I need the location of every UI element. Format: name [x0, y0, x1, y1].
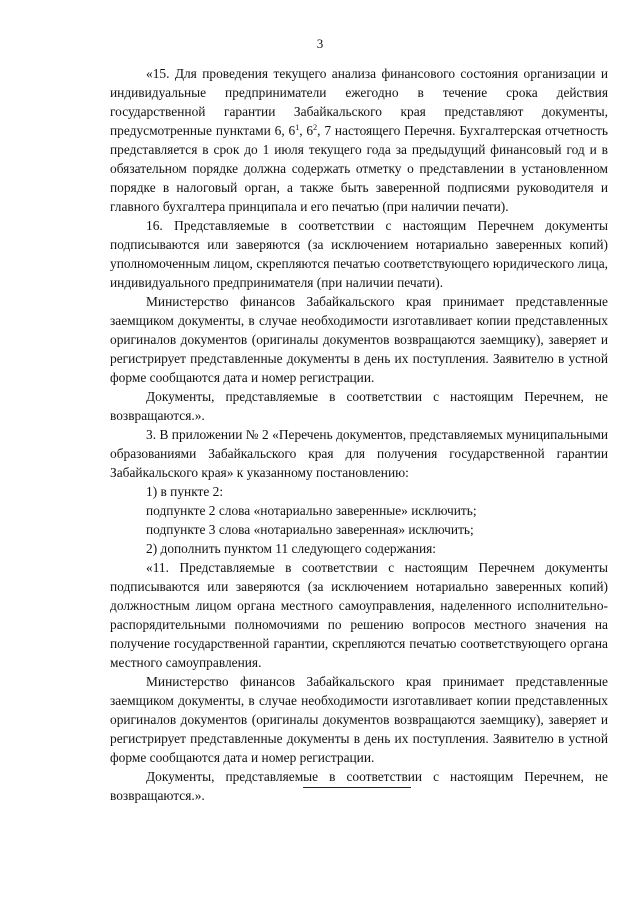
- document-body: [110, 64, 608, 805]
- superscript-1: 1: [295, 123, 300, 132]
- paragraph-11: «11. Представляемые в соответствии с настоящим Перечнем документы подписываются или заверяются (за исключением нотариально заверенных копий) должностным лицом органа местного самоуправления, наделенного исполнительно-распорядительными полномочиями по решению вопросов местного значения на получение государственной гарантии, скрепляются печатью соответствующего органа местного самоуправления.: [110, 560, 608, 670]
- paragraph-ministry-2: Министерство финансов Забайкальского края принимает представленные заемщиком документы, в случае необходимости изготавливает копии представленных оригиналов документов (оригиналы документов возвращаются заемщику), заверяет и регистрирует представленные документы в день их поступления. Заявителю в устной форме сообщаются дата и номер регистрации.: [110, 674, 608, 765]
- paragraph-15-text-c: , 7 настоящего Перечня. Бухгалтерская отчетность представляется в срок до 1 июля текущего года за предыдущий финансовый год и в обязательном порядке должна содержать отметку о представлении в установленном порядке в налоговый орган, а также быть заверенной подписями руководителя и главного бухгалтера принципала и его печатью (при наличии печати).: [110, 123, 608, 214]
- paragraph-not-returned-1: Документы, представляемые в соответствии с настоящим Перечнем, не возвращаются.».: [110, 389, 608, 423]
- paragraph-not-returned-2: Документы, представляемые в соответствии с настоящим Перечнем, не возвращаются.».: [110, 769, 608, 803]
- item-1-sub-a: подпункте 2 слова «нотариально заверенные» исключить;: [146, 503, 477, 518]
- paragraph-16: 16. Представляемые в соответствии с настоящим Перечнем документы подписываются или заверяются (за исключением нотариально заверенных копий) уполномоченным лицом, скрепляются печатью соответствующего юридического лица, индивидуального предпринимателя (при наличии печати).: [110, 218, 608, 290]
- paragraph-ministry-1: Министерство финансов Забайкальского края принимает представленные заемщиком документы, в случае необходимости изготавливает копии представленных оригиналов документов (оригиналы документов возвращаются заемщику), заверяет и регистрирует представленные документы в день их поступления. Заявителю в устной форме сообщаются дата и номер регистрации.: [110, 294, 608, 385]
- paragraph-15-text-a: «15. Для проведения текущего анализа финансового состояния организации и индивидуальные предприниматели ежегодно в течение срока действия государственной гарантии Забайкальского края представляют документы, предусмотренные пунктами 6, 6: [110, 66, 608, 138]
- end-divider: [303, 787, 411, 788]
- paragraph-3: 3. В приложении № 2 «Перечень документов, представляемых муниципальными образованиями Забайкальского края для получения государственной гарантии Забайкальского края» к указанному постановлению:: [110, 427, 608, 480]
- page-number: 3: [316, 36, 324, 51]
- paragraph-15-text-b: , 6: [299, 123, 314, 138]
- paragraph-15: [110, 64, 608, 216]
- item-2: 2) дополнить пунктом 11 следующего содержания:: [146, 541, 437, 556]
- item-1: 1) в пункте 2:: [146, 484, 224, 499]
- superscript-2: 2: [313, 123, 318, 132]
- item-1-sub-b: подпункте 3 слова «нотариально заверенная» исключить;: [146, 522, 474, 537]
